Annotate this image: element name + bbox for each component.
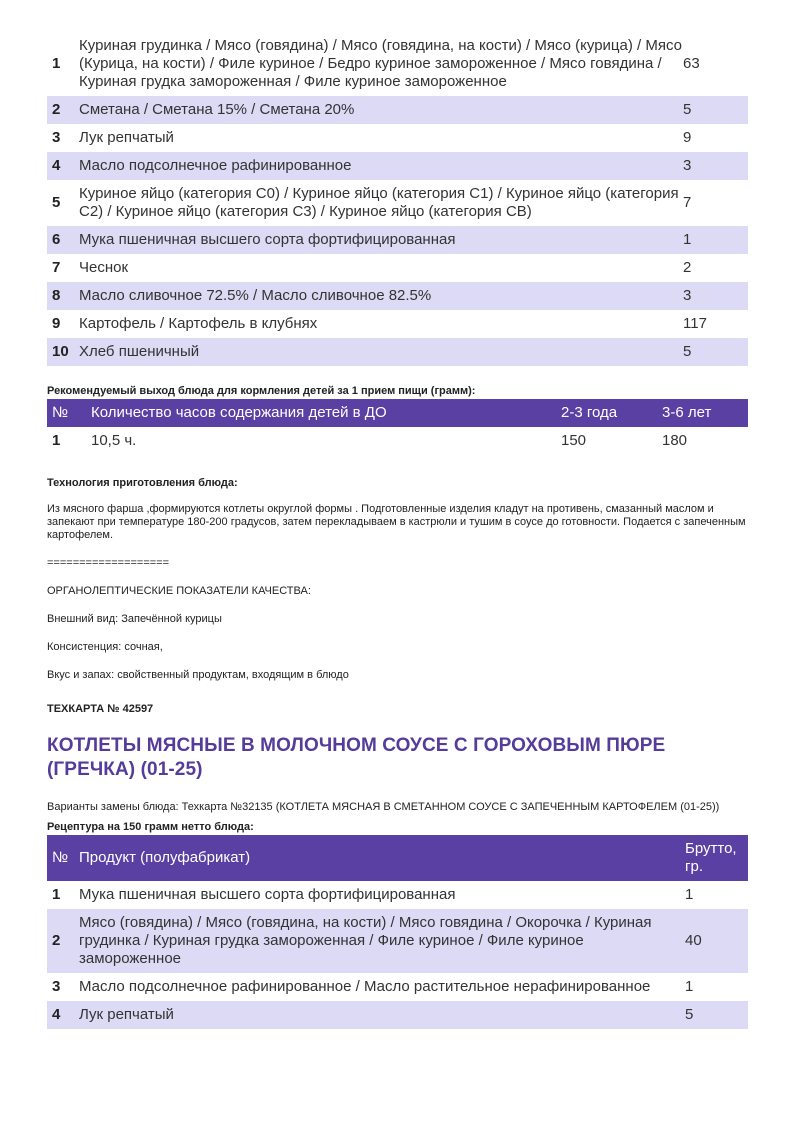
recipe-row	[47, 973, 748, 1001]
recipe-header-product: Продукт (полуфабрикат)	[79, 835, 685, 881]
yield-label: Рекомендуемый выход блюда для кормления детей за 1 прием пищи (грамм):	[47, 385, 476, 397]
dish-title: КОТЛЕТЫ МЯСНЫЕ В МОЛОЧНОМ СОУСЕ С ГОРОХОВЫМ ПЮРЕ (ГРЕЧКА) (01-25)	[47, 735, 666, 780]
ingredient-row-num: 7	[52, 259, 61, 276]
recipe-table-header	[47, 835, 748, 881]
recipe-row-name: Масло подсолнечное рафинированное / Масло растительное нерафинированное	[79, 978, 651, 995]
ingredient-row-brutto: 1	[683, 226, 748, 254]
recipe-row-num: 3	[52, 978, 61, 995]
ingredient-row-brutto: 7	[683, 194, 692, 211]
yield-header-age-3-6: 3-6 лет	[662, 399, 748, 427]
yield-row-age-3-6: 180	[662, 432, 688, 449]
ingredient-row	[47, 226, 748, 254]
ingredient-row-name: Мука пшеничная высшего сорта фортифицированная	[79, 226, 683, 254]
recipe-header-num: №	[47, 835, 79, 881]
replacement-text: Варианты замены блюда: Техкарта №32135 (КОТЛЕТА МЯСНАЯ В СМЕТАННОМ СОУСЕ С ЗАПЕЧЕННЫМ КАРТОФЕЛЕМ (01-25))	[47, 801, 720, 813]
recipe-row-num: 2	[47, 909, 79, 973]
yield-row-hours: 10,5 ч.	[91, 432, 137, 449]
techcard-number: ТЕХКАРТА № 42597	[47, 703, 154, 715]
recipe-row-brutto: 40	[685, 909, 748, 973]
ingredient-row-name: Масло сливочное 72.5% / Масло сливочное 82.5%	[79, 282, 683, 310]
ingredient-row	[47, 180, 748, 226]
ingredient-row-name: Лук репчатый	[79, 129, 174, 146]
ingredient-row-name: Хлеб пшеничный	[79, 338, 683, 366]
recipe-row-brutto: 1	[685, 978, 694, 995]
taste-text: Вкус и запах: свойственный продуктам, входящим в блюдо	[47, 669, 349, 681]
recipe-row	[47, 881, 748, 909]
yield-table-header	[47, 399, 748, 427]
technology-text: Из мясного фарша ,формируются котлеты округлой формы . Подготовленные изделия кладут на противень, смазанный маслом и запекают при температуре 180-200 градусов, затем перекладываем в кастрюли и тушим в соусе до готовности. Подается с запеченным картофелем.	[47, 503, 746, 541]
recipe-label: Рецептура на 150 грамм нетто блюда:	[47, 821, 254, 833]
recipe-row-brutto: 1	[685, 886, 694, 903]
page	[47, 32, 748, 1029]
yield-row-num: 1	[52, 432, 61, 449]
separator-line: ===================	[47, 557, 170, 569]
recipe-row-num: 1	[52, 886, 61, 903]
ingredient-row-num: 2	[47, 96, 79, 124]
ingredient-row	[47, 338, 748, 366]
ingredient-row-num: 10	[47, 338, 79, 366]
ingredient-row	[47, 124, 748, 152]
recipe-header-brutto: Брутто, гр.	[685, 835, 748, 881]
ingredient-row	[47, 96, 748, 124]
yield-row-age-2-3: 150	[561, 432, 587, 449]
appearance-text: Внешний вид: Запечённой курицы	[47, 613, 222, 625]
ingredient-row-name: Картофель / Картофель в клубнях	[79, 315, 318, 332]
consistency-text: Консистенция: сочная,	[47, 641, 163, 653]
ingredient-row-name: Чеснок	[79, 259, 129, 276]
ingredient-row-num: 6	[47, 226, 79, 254]
ingredient-row-name: Куриная грудинка / Мясо (говядина) / Мясо (говядина, на кости) / Мясо (курица) / Мясо (Курица, на кости) / Филе куриное / Бедро куриное замороженное / Мясо говядина / Куриная грудка замороженная / Филе куриное замороженное	[79, 37, 682, 90]
recipe-table	[47, 835, 748, 1029]
recipe-row-name: Мука пшеничная высшего сорта фортифицированная	[79, 886, 456, 903]
yield-header-age-2-3: 2-3 года	[561, 399, 662, 427]
ingredient-row-num: 8	[47, 282, 79, 310]
ingredient-row-brutto: 3	[683, 152, 748, 180]
ingredients-table-top	[47, 32, 748, 366]
ingredient-row-brutto: 5	[683, 338, 748, 366]
ingredient-row-name: Сметана / Сметана 15% / Сметана 20%	[79, 96, 683, 124]
ingredient-row-num: 5	[52, 194, 61, 211]
ingredient-row-name: Куриное яйцо (категория С0) / Куриное яйцо (категория С1) / Куриное яйцо (категория С2) / Куриное яйцо (категория С3) / Куриное яйцо (категория СВ)	[79, 185, 679, 220]
ingredient-row	[47, 282, 748, 310]
technology-label: Технология приготовления блюда:	[47, 477, 238, 489]
ingredient-row-brutto: 117	[683, 315, 707, 332]
ingredient-row-name: Масло подсолнечное рафинированное	[79, 152, 683, 180]
yield-row	[47, 427, 748, 455]
ingredient-row-brutto: 63	[683, 55, 700, 72]
ingredient-row	[47, 310, 748, 338]
yield-table	[47, 399, 748, 455]
ingredient-row	[47, 152, 748, 180]
ingredient-row-num: 9	[52, 315, 61, 332]
ingredient-row-num: 1	[52, 55, 61, 72]
ingredient-row-brutto: 5	[683, 96, 748, 124]
ingredient-row-brutto: 9	[683, 129, 692, 146]
yield-header-num: №	[47, 399, 91, 427]
recipe-row	[47, 909, 748, 973]
ingredient-row-brutto: 3	[683, 282, 748, 310]
ingredient-row-num: 3	[52, 129, 61, 146]
ingredient-row	[47, 254, 748, 282]
recipe-row-name: Лук репчатый	[79, 1001, 685, 1029]
recipe-row-name: Мясо (говядина) / Мясо (говядина, на кости) / Мясо говядина / Окорочка / Куриная грудинка / Куриная грудка замороженная / Филе куриное / Филе куриное замороженное	[79, 909, 685, 973]
recipe-row	[47, 1001, 748, 1029]
organoleptic-title: ОРГАНОЛЕПТИЧЕСКИЕ ПОКАЗАТЕЛИ КАЧЕСТВА:	[47, 585, 311, 597]
ingredient-row-num: 4	[47, 152, 79, 180]
yield-header-hours: Количество часов содержания детей в ДО	[91, 399, 561, 427]
recipe-row-num: 4	[47, 1001, 79, 1029]
recipe-row-brutto: 5	[685, 1001, 748, 1029]
ingredient-row	[47, 32, 748, 96]
ingredient-row-brutto: 2	[683, 259, 692, 276]
